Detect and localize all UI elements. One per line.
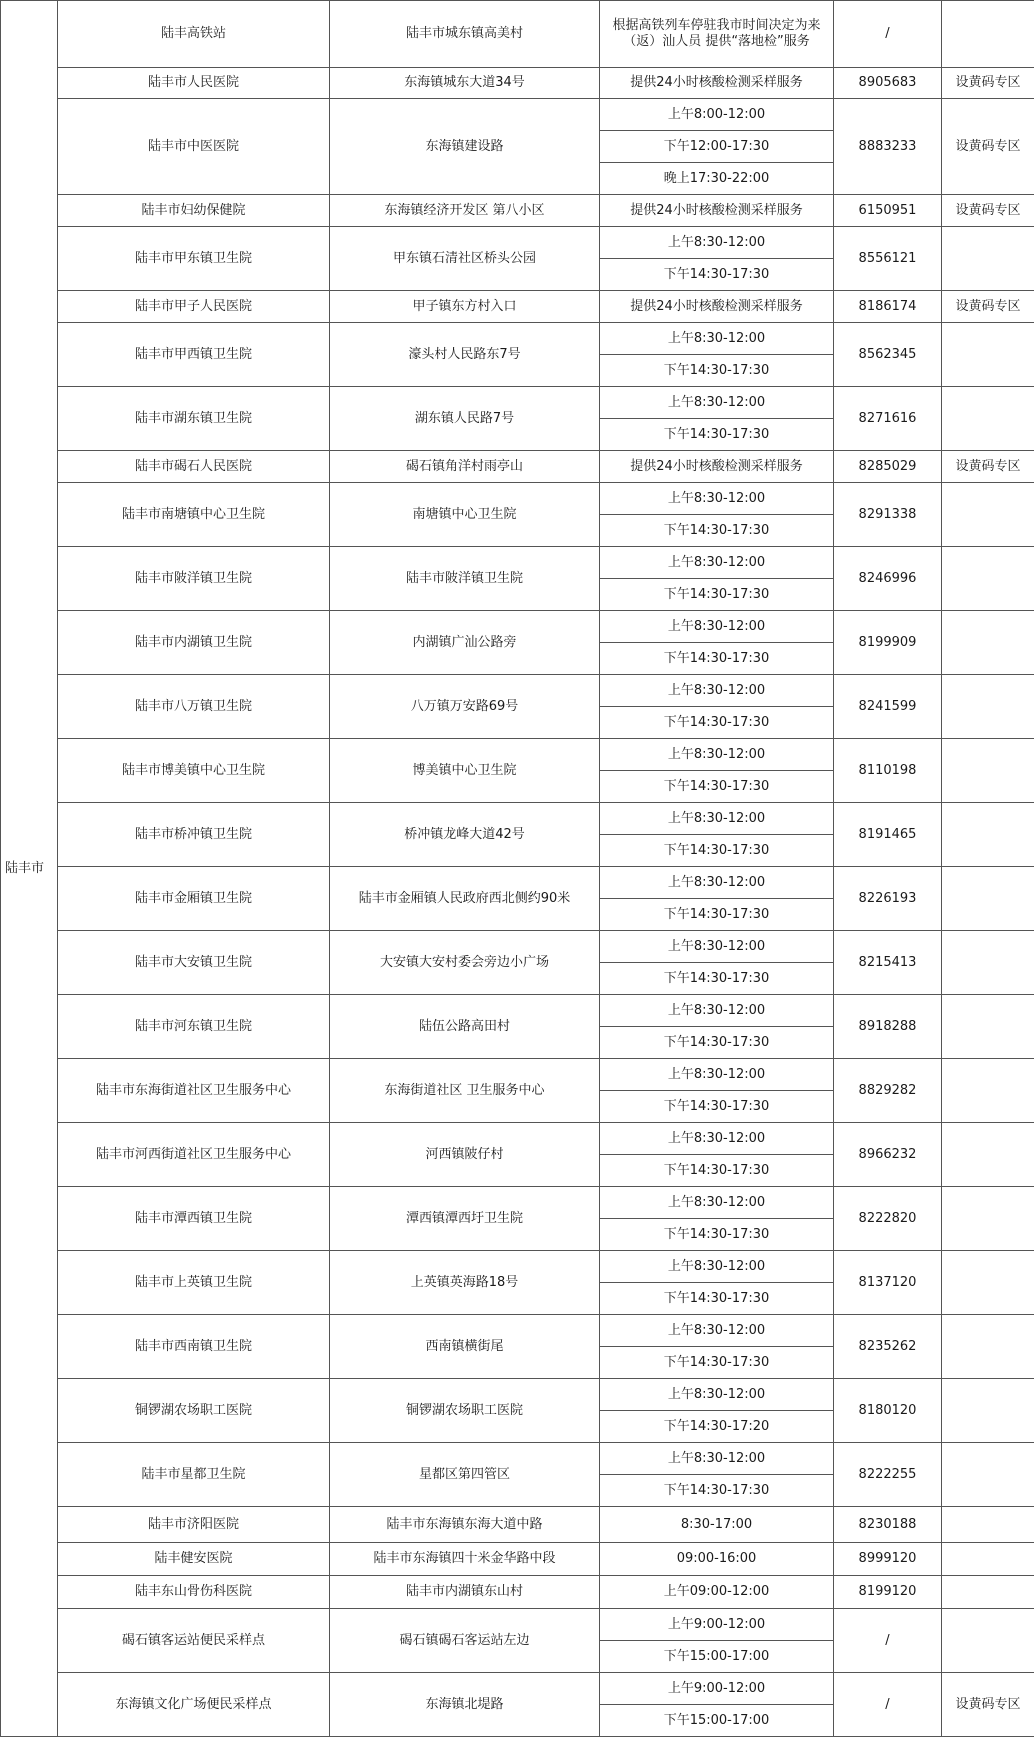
phone-number: 8110198 bbox=[834, 739, 942, 803]
phone-number: 8966232 bbox=[834, 1123, 942, 1187]
service-hours: 上午8:30-12:00 bbox=[600, 387, 834, 419]
yellow-code-note bbox=[942, 995, 1034, 1059]
phone-number: 8235262 bbox=[834, 1315, 942, 1379]
service-hours: 下午14:30-17:30 bbox=[600, 963, 834, 995]
table-row bbox=[1, 1123, 1034, 1155]
site-address: 星都区第四管区 bbox=[330, 1443, 600, 1507]
site-name: 铜锣湖农场职工医院 bbox=[58, 1379, 330, 1443]
phone-number: 8829282 bbox=[834, 1059, 942, 1123]
phone-number: 8180120 bbox=[834, 1379, 942, 1443]
table-row bbox=[1, 1315, 1034, 1347]
service-hours: 上午8:30-12:00 bbox=[600, 1187, 834, 1219]
service-hours: 下午14:30-17:30 bbox=[600, 259, 834, 291]
site-address: 甲东镇石清社区桥头公园 bbox=[330, 227, 600, 291]
yellow-code-note: 设黄码专区 bbox=[942, 291, 1034, 323]
phone-number: / bbox=[834, 1609, 942, 1673]
service-hours: 下午14:30-17:30 bbox=[600, 515, 834, 547]
phone-number: 8191465 bbox=[834, 803, 942, 867]
phone-number: 8999120 bbox=[834, 1543, 942, 1576]
table-row bbox=[1, 195, 1034, 227]
service-hours: 上午8:30-12:00 bbox=[600, 867, 834, 899]
table-row bbox=[1, 611, 1034, 643]
table-row bbox=[1, 1609, 1034, 1641]
yellow-code-note bbox=[942, 483, 1034, 547]
site-address: 铜锣湖农场职工医院 bbox=[330, 1379, 600, 1443]
table-row bbox=[1, 1251, 1034, 1283]
service-hours: 上午8:30-12:00 bbox=[600, 227, 834, 259]
site-name: 陆丰市碣石人民医院 bbox=[58, 451, 330, 483]
site-name: 陆丰市金厢镇卫生院 bbox=[58, 867, 330, 931]
site-name: 陆丰市内湖镇卫生院 bbox=[58, 611, 330, 675]
phone-number: / bbox=[834, 1673, 942, 1737]
table-row bbox=[1, 867, 1034, 899]
phone-number: 8271616 bbox=[834, 387, 942, 451]
yellow-code-note bbox=[942, 1507, 1034, 1543]
yellow-code-note bbox=[942, 803, 1034, 867]
yellow-code-note bbox=[942, 1543, 1034, 1576]
site-name: 陆丰市西南镇卫生院 bbox=[58, 1315, 330, 1379]
site-address: 陆伍公路高田村 bbox=[330, 995, 600, 1059]
table-row bbox=[1, 227, 1034, 259]
site-name: 陆丰市甲东镇卫生院 bbox=[58, 227, 330, 291]
site-name: 陆丰市八万镇卫生院 bbox=[58, 675, 330, 739]
site-name: 陆丰市东海街道社区卫生服务中心 bbox=[58, 1059, 330, 1123]
table-row bbox=[1, 99, 1034, 131]
site-address: 南塘镇中心卫生院 bbox=[330, 483, 600, 547]
yellow-code-note bbox=[942, 867, 1034, 931]
service-hours: 下午14:30-17:30 bbox=[600, 1283, 834, 1315]
table-row bbox=[1, 931, 1034, 963]
table-row bbox=[1, 803, 1034, 835]
phone-number: 8556121 bbox=[834, 227, 942, 291]
yellow-code-note bbox=[942, 1443, 1034, 1507]
yellow-code-note: 设黄码专区 bbox=[942, 1673, 1034, 1737]
service-hours: 下午14:30-17:30 bbox=[600, 771, 834, 803]
yellow-code-note bbox=[942, 1315, 1034, 1379]
service-hours: 上午8:30-12:00 bbox=[600, 1059, 834, 1091]
service-hours: 下午14:30-17:30 bbox=[600, 419, 834, 451]
site-name: 陆丰高铁站 bbox=[58, 1, 330, 68]
service-hours: 下午14:30-17:30 bbox=[600, 1091, 834, 1123]
phone-number: 8226193 bbox=[834, 867, 942, 931]
site-address: 甲子镇东方村入口 bbox=[330, 291, 600, 323]
site-address: 陆丰市东海镇四十米金华路中段 bbox=[330, 1543, 600, 1576]
site-address: 湖东镇人民路7号 bbox=[330, 387, 600, 451]
yellow-code-note bbox=[942, 1123, 1034, 1187]
phone-number: 8199909 bbox=[834, 611, 942, 675]
site-name: 陆丰市甲西镇卫生院 bbox=[58, 323, 330, 387]
service-hours: 下午14:30-17:30 bbox=[600, 1155, 834, 1187]
site-name: 陆丰市陂洋镇卫生院 bbox=[58, 547, 330, 611]
service-hours: 上午8:30-12:00 bbox=[600, 1443, 834, 1475]
site-name: 陆丰健安医院 bbox=[58, 1543, 330, 1576]
service-hours: 上午8:30-12:00 bbox=[600, 1123, 834, 1155]
phone-number: 8883233 bbox=[834, 99, 942, 195]
site-address: 陆丰市陂洋镇卫生院 bbox=[330, 547, 600, 611]
site-name: 碣石镇客运站便民采样点 bbox=[58, 1609, 330, 1673]
site-address: 碣石镇碣石客运站左边 bbox=[330, 1609, 600, 1673]
service-hours: 下午15:00-17:00 bbox=[600, 1641, 834, 1673]
site-address: 八万镇万安路69号 bbox=[330, 675, 600, 739]
phone-number: 6150951 bbox=[834, 195, 942, 227]
service-hours: 晚上17:30-22:00 bbox=[600, 163, 834, 195]
yellow-code-note bbox=[942, 1059, 1034, 1123]
service-hours: 提供24小时核酸检测采样服务 bbox=[600, 195, 834, 227]
table-row bbox=[1, 1, 1034, 68]
service-hours: 提供24小时核酸检测采样服务 bbox=[600, 291, 834, 323]
site-address: 西南镇横街尾 bbox=[330, 1315, 600, 1379]
yellow-code-note: 设黄码专区 bbox=[942, 99, 1034, 195]
table-body bbox=[1, 1, 1034, 1737]
site-address: 东海镇建设路 bbox=[330, 99, 600, 195]
site-name: 陆丰市星都卫生院 bbox=[58, 1443, 330, 1507]
table-row bbox=[1, 547, 1034, 579]
table-row bbox=[1, 483, 1034, 515]
phone-number: 8199120 bbox=[834, 1576, 942, 1609]
service-hours: 上午8:30-12:00 bbox=[600, 611, 834, 643]
yellow-code-note bbox=[942, 227, 1034, 291]
site-name: 陆丰市妇幼保健院 bbox=[58, 195, 330, 227]
phone-number: 8285029 bbox=[834, 451, 942, 483]
site-address: 潭西镇潭西圩卫生院 bbox=[330, 1187, 600, 1251]
service-hours: 上午9:00-12:00 bbox=[600, 1673, 834, 1705]
service-hours: 下午14:30-17:30 bbox=[600, 643, 834, 675]
yellow-code-note bbox=[942, 1576, 1034, 1609]
service-hours: 下午14:30-17:30 bbox=[600, 899, 834, 931]
site-name: 陆丰市博美镇中心卫生院 bbox=[58, 739, 330, 803]
site-address: 河西镇陂仔村 bbox=[330, 1123, 600, 1187]
site-name: 陆丰市潭西镇卫生院 bbox=[58, 1187, 330, 1251]
site-name: 陆丰市南塘镇中心卫生院 bbox=[58, 483, 330, 547]
phone-number: 8230188 bbox=[834, 1507, 942, 1543]
site-address: 陆丰市东海镇东海大道中路 bbox=[330, 1507, 600, 1543]
site-address: 博美镇中心卫生院 bbox=[330, 739, 600, 803]
phone-number: 8215413 bbox=[834, 931, 942, 995]
service-hours: 上午8:30-12:00 bbox=[600, 995, 834, 1027]
table-row bbox=[1, 1187, 1034, 1219]
service-hours: 下午14:30-17:20 bbox=[600, 1411, 834, 1443]
service-hours: 提供24小时核酸检测采样服务 bbox=[600, 68, 834, 99]
service-hours: 上午8:30-12:00 bbox=[600, 739, 834, 771]
phone-number: 8918288 bbox=[834, 995, 942, 1059]
service-hours: 下午14:30-17:30 bbox=[600, 1347, 834, 1379]
site-name: 陆丰市人民医院 bbox=[58, 68, 330, 99]
service-hours: 09:00-16:00 bbox=[600, 1543, 834, 1576]
site-name: 陆丰东山骨伤科医院 bbox=[58, 1576, 330, 1609]
table-row bbox=[1, 1507, 1034, 1543]
site-name: 陆丰市甲子人民医院 bbox=[58, 291, 330, 323]
table-row bbox=[1, 323, 1034, 355]
site-address: 大安镇大安村委会旁边小广场 bbox=[330, 931, 600, 995]
site-name: 陆丰市河东镇卫生院 bbox=[58, 995, 330, 1059]
table-row bbox=[1, 675, 1034, 707]
table-row bbox=[1, 1443, 1034, 1475]
service-hours: 上午8:30-12:00 bbox=[600, 323, 834, 355]
service-hours: 下午15:00-17:00 bbox=[600, 1705, 834, 1737]
site-name: 陆丰市中医医院 bbox=[58, 99, 330, 195]
phone-number: 8562345 bbox=[834, 323, 942, 387]
yellow-code-note bbox=[942, 931, 1034, 995]
table-row bbox=[1, 1673, 1034, 1705]
site-name: 陆丰市济阳医院 bbox=[58, 1507, 330, 1543]
site-address: 上英镇英海路18号 bbox=[330, 1251, 600, 1315]
yellow-code-note: 设黄码专区 bbox=[942, 195, 1034, 227]
service-hours: 上午8:30-12:00 bbox=[600, 547, 834, 579]
site-name: 陆丰市湖东镇卫生院 bbox=[58, 387, 330, 451]
phone-number: 8186174 bbox=[834, 291, 942, 323]
table-row bbox=[1, 387, 1034, 419]
service-hours: 根据高铁列车停驻我市时间决定为来（返）汕人员 提供“落地检”服务 bbox=[600, 1, 834, 68]
site-address: 内湖镇广汕公路旁 bbox=[330, 611, 600, 675]
service-hours: 上午8:30-12:00 bbox=[600, 1315, 834, 1347]
region-cell: 陆丰市 bbox=[1, 1, 58, 1737]
service-hours: 上午8:30-12:00 bbox=[600, 483, 834, 515]
site-address: 陆丰市城东镇高美村 bbox=[330, 1, 600, 68]
site-name: 陆丰市大安镇卫生院 bbox=[58, 931, 330, 995]
service-hours: 上午8:30-12:00 bbox=[600, 675, 834, 707]
phone-number: 8241599 bbox=[834, 675, 942, 739]
service-hours: 下午14:30-17:30 bbox=[600, 355, 834, 387]
site-name: 陆丰市上英镇卫生院 bbox=[58, 1251, 330, 1315]
table-row bbox=[1, 1576, 1034, 1609]
table-row bbox=[1, 68, 1034, 99]
yellow-code-note bbox=[942, 1251, 1034, 1315]
service-hours: 下午14:30-17:30 bbox=[600, 835, 834, 867]
site-address: 桥冲镇龙峰大道42号 bbox=[330, 803, 600, 867]
service-hours: 下午12:00-17:30 bbox=[600, 131, 834, 163]
phone-number: 8246996 bbox=[834, 547, 942, 611]
phone-number: 8905683 bbox=[834, 68, 942, 99]
service-hours: 下午14:30-17:30 bbox=[600, 579, 834, 611]
service-hours: 上午8:30-12:00 bbox=[600, 1379, 834, 1411]
phone-number: 8137120 bbox=[834, 1251, 942, 1315]
phone-number: / bbox=[834, 1, 942, 68]
table-row bbox=[1, 1543, 1034, 1576]
table-row bbox=[1, 451, 1034, 483]
service-hours: 下午14:30-17:30 bbox=[600, 1027, 834, 1059]
site-name: 陆丰市河西街道社区卫生服务中心 bbox=[58, 1123, 330, 1187]
yellow-code-note bbox=[942, 611, 1034, 675]
service-hours: 下午14:30-17:30 bbox=[600, 1219, 834, 1251]
table-row bbox=[1, 291, 1034, 323]
site-name: 东海镇文化广场便民采样点 bbox=[58, 1673, 330, 1737]
phone-number: 8222820 bbox=[834, 1187, 942, 1251]
yellow-code-note: 设黄码专区 bbox=[942, 68, 1034, 99]
table-row bbox=[1, 1059, 1034, 1091]
phone-number: 8291338 bbox=[834, 483, 942, 547]
service-hours: 下午14:30-17:30 bbox=[600, 1475, 834, 1507]
yellow-code-note bbox=[942, 323, 1034, 387]
service-hours: 上午9:00-12:00 bbox=[600, 1609, 834, 1641]
yellow-code-note bbox=[942, 739, 1034, 803]
table-row bbox=[1, 1379, 1034, 1411]
site-address: 东海镇北堤路 bbox=[330, 1673, 600, 1737]
site-name: 陆丰市桥冲镇卫生院 bbox=[58, 803, 330, 867]
site-address: 东海街道社区 卫生服务中心 bbox=[330, 1059, 600, 1123]
site-address: 东海镇城东大道34号 bbox=[330, 68, 600, 99]
table-row bbox=[1, 995, 1034, 1027]
service-hours: 上午8:30-12:00 bbox=[600, 931, 834, 963]
yellow-code-note bbox=[942, 1187, 1034, 1251]
table-row bbox=[1, 739, 1034, 771]
service-hours: 上午8:30-12:00 bbox=[600, 1251, 834, 1283]
yellow-code-note bbox=[942, 547, 1034, 611]
yellow-code-note bbox=[942, 387, 1034, 451]
service-hours: 上午8:30-12:00 bbox=[600, 803, 834, 835]
site-address: 陆丰市内湖镇东山村 bbox=[330, 1576, 600, 1609]
site-address: 碣石镇角洋村雨亭山 bbox=[330, 451, 600, 483]
phone-number: 8222255 bbox=[834, 1443, 942, 1507]
yellow-code-note bbox=[942, 1, 1034, 68]
yellow-code-note bbox=[942, 1609, 1034, 1673]
service-hours: 8:30-17:00 bbox=[600, 1507, 834, 1543]
service-hours: 提供24小时核酸检测采样服务 bbox=[600, 451, 834, 483]
service-hours: 下午14:30-17:30 bbox=[600, 707, 834, 739]
yellow-code-note bbox=[942, 675, 1034, 739]
service-hours: 上午8:00-12:00 bbox=[600, 99, 834, 131]
yellow-code-note: 设黄码专区 bbox=[942, 451, 1034, 483]
yellow-code-note bbox=[942, 1379, 1034, 1443]
site-address: 濠头村人民路东7号 bbox=[330, 323, 600, 387]
site-address: 陆丰市金厢镇人民政府西北侧约90米 bbox=[330, 867, 600, 931]
service-hours: 上午09:00-12:00 bbox=[600, 1576, 834, 1609]
site-address: 东海镇经济开发区 第八小区 bbox=[330, 195, 600, 227]
